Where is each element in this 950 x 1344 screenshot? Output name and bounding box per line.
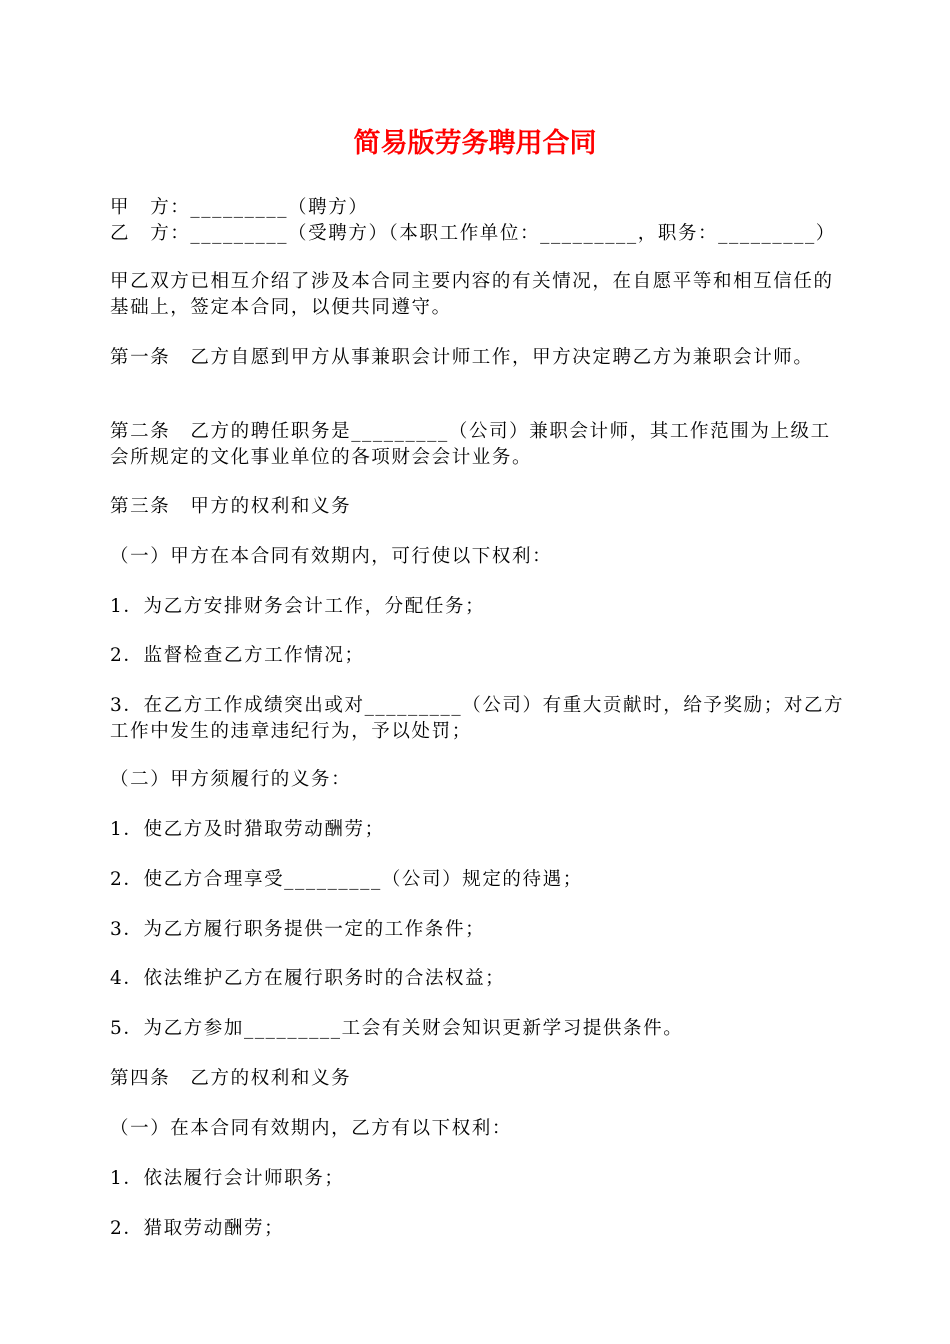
paragraph-article-4-heading: 第四条 乙方的权利和义务 — [110, 1068, 352, 1089]
paragraph-a-right-3: 3．在乙方工作成绩突出或对_________（公司）有重大贡献时，给予奖励；对乙方工作中发生的违章违纪行为，予以处罚； — [110, 695, 845, 742]
paragraph-article-2: 第二条 乙方的聘任职务是_________（公司）兼职会计师，其工作范围为上级工会所规定的文化事业单位的各项财会会计业务。 — [110, 421, 831, 468]
party-b-line: 乙 方：_________（受聘方）（本职工作单位：_________，职务：_________） — [110, 223, 836, 244]
paragraph-article-1: 第一条 乙方自愿到甲方从事兼职会计师工作，甲方决定聘乙方为兼职会计师。 — [110, 347, 814, 368]
paragraph-b-rights-heading: （一）在本合同有效期内，乙方有以下权利： — [110, 1118, 513, 1139]
paragraph-a-duty-2: 2．使乙方合理享受_________（公司）规定的待遇； — [110, 869, 583, 890]
paragraph-b-right-2: 2．猎取劳动酬劳； — [110, 1218, 285, 1239]
document-title: 简易版劳务聘用合同 — [353, 128, 597, 159]
paragraph-a-right-2: 2．监督检查乙方工作情况； — [110, 645, 365, 666]
paragraph-a-duty-1: 1．使乙方及时猎取劳动酬劳； — [110, 819, 385, 840]
paragraph-article-3-heading: 第三条 甲方的权利和义务 — [110, 496, 352, 517]
paragraph-a-right-1: 1．为乙方安排财务会计工作，分配任务； — [110, 596, 486, 617]
paragraph-a-duty-3: 3．为乙方履行职务提供一定的工作条件； — [110, 919, 486, 940]
paragraph-b-right-1: 1．依法履行会计师职务； — [110, 1168, 345, 1189]
party-a-line: 甲 方：_________（聘方） — [110, 197, 369, 218]
paragraph-a-duty-5: 5．为乙方参加_________工会有关财会知识更新学习提供条件。 — [110, 1018, 684, 1039]
paragraph-a-duties-heading: （二）甲方须履行的义务： — [110, 769, 352, 790]
paragraph-intro: 甲乙双方已相互介绍了涉及本合同主要内容的有关情况，在自愿平等和相互信任的基础上，签定本合同，以便共同遵守。 — [110, 271, 834, 318]
paragraph-a-duty-4: 4．依法维护乙方在履行职务时的合法权益； — [110, 968, 506, 989]
paragraph-a-rights-heading: （一）甲方在本合同有效期内，可行使以下权利： — [110, 546, 553, 567]
